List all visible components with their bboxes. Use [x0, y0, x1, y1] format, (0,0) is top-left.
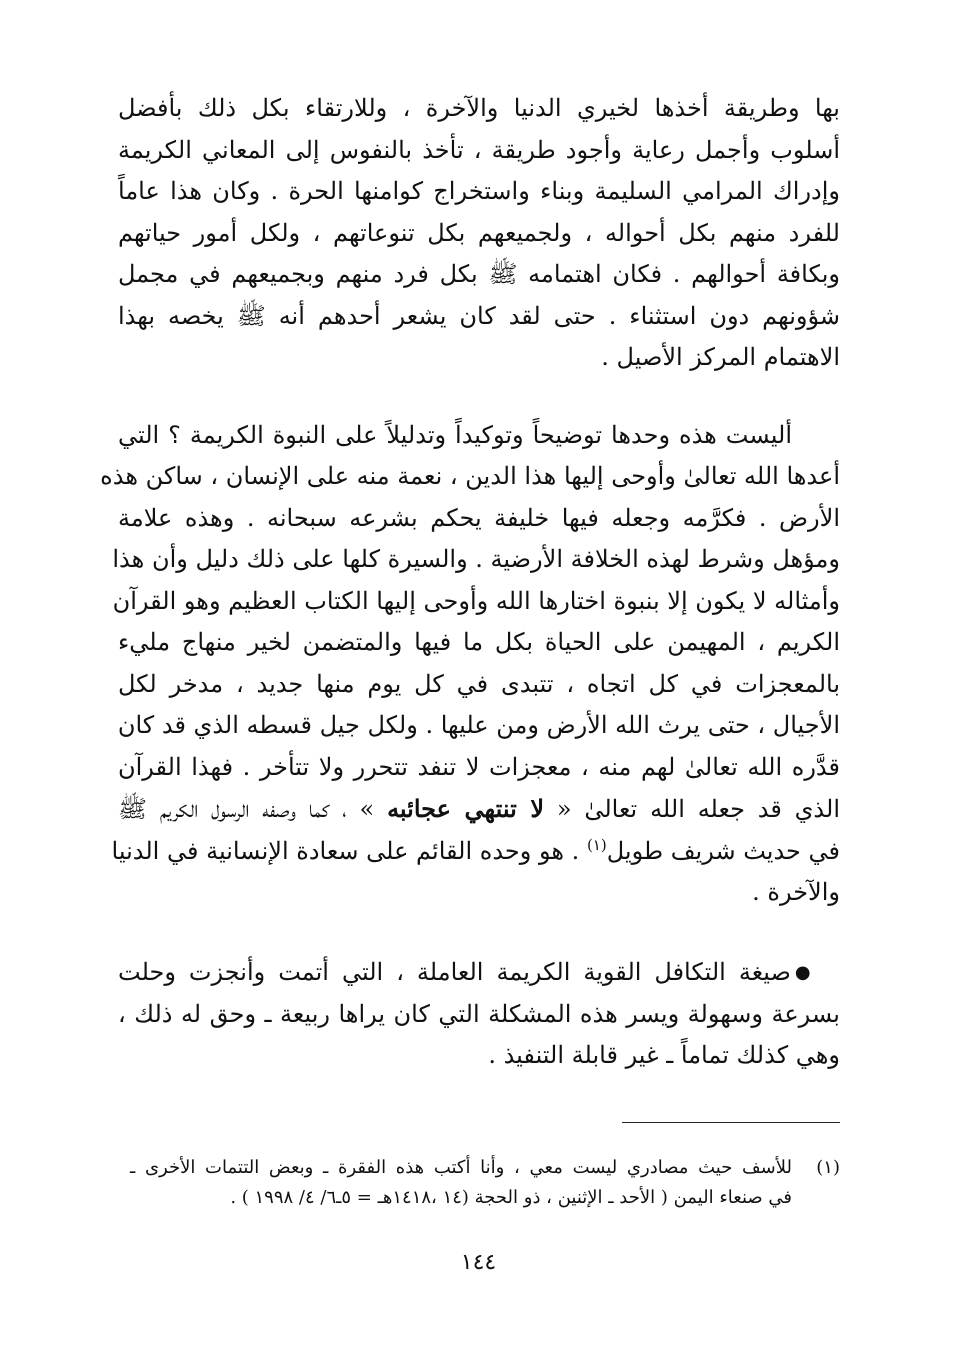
footnote-line: للأسف حيث مصادري ليست معي ، وأنا أكتب هذه الفقرة ـ وبعض التتمات الأخرى ـ: [130, 1157, 792, 1178]
text-line: [118, 952, 840, 994]
text-segment: في حديث شريف طويل: [606, 836, 840, 865]
text-line: ومؤهل وشرط لهذه الخلافة الأرضية . والسيرة كلها على ذلك دليل وأن هذا: [112, 545, 840, 573]
text-line: وبكافة أحوالهم . فكان اهتمامه ﷺ بكل فرد منهم وبجميعهم في مجمل: [118, 260, 840, 288]
text-line: وأمثاله لا يكون إلا بنبوة اختارها الله وأوحى إليها الكتاب العظيم وهو القرآن: [112, 586, 840, 615]
footnote-number: (١): [816, 1157, 840, 1178]
text-line: وهي كذلك تماماً ـ غير قابلة التنفيذ .: [488, 1041, 840, 1070]
text-line: للفرد منهم بكل أحواله ، ولجميعهم بكل تنوعاتهم ، ولكل أمور حياتهم: [118, 218, 840, 247]
page-number: ١٤٤: [460, 1250, 497, 1275]
text-line: قدَّره الله تعالىٰ لهم منه ، معجزات لا تنفد تتحرر ولا تتأخر . فهذا القرآن: [118, 752, 840, 781]
footnote-divider: [622, 1122, 840, 1123]
text-segment: . هو وحده القائم على سعادة الإنسانية في الدنيا: [111, 836, 587, 865]
footnote-line: في صنعاء اليمن ( الأحد ـ الإثنين ، ذو الحجة (١٤ ،١٤١٨هـ = ٥ـ٦/ ٤/ ١٩٩٨ ) .: [230, 1187, 792, 1208]
page-body: [100, 88, 841, 1077]
text-line: أسلوب وأجمل رعاية وأجود طريقة ، تأخذ بالنفوس إلى المعاني الكريمة: [118, 135, 840, 164]
footnote-item: [130, 1153, 840, 1213]
text-line: بسرعة وسهولة ويسر هذه المشكلة التي كان يراها ربيعة ـ وحق له ذلك ،: [118, 999, 840, 1028]
paragraph-2: [100, 415, 841, 914]
text-segment: صيغة التكافل القوية الكريمة العاملة ، التي أتمت وأنجزت وحلت: [118, 957, 791, 986]
paragraph-3: [118, 952, 840, 1077]
text-line: الأرض . فكرَّمه وجعله فيها خليفة يحكم بشرعه سبحانه . وهذه علامة: [118, 503, 840, 532]
text-line: [111, 831, 840, 873]
text-line: أليست هذه وحدها توضيحاً وتوكيداً وتدليلاً على النبوة الكريمة ؟ التي: [118, 420, 792, 449]
text-line: بالمعجزات في كل اتجاه ، تتبدى في كل يوم منها جديد ، مدخر لكل: [118, 669, 840, 698]
text-line: شؤونهم دون استثناء . حتى لقد كان يشعر أحدهم أنه ﷺ يخصه بهذا: [118, 301, 840, 330]
text-line: وإدراك المرامي السليمة وبناء واستخراج كوامنها الحرة . وكان هذا عاماً: [118, 177, 841, 205]
paragraph-spacer: [118, 914, 840, 952]
footnote-text: [130, 1153, 792, 1213]
text-line: أعدها الله تعالىٰ وأوحى إليها هذا الدين ، نعمة منه على الإنسان ، ساكن هذه: [100, 462, 840, 490]
text-line: والآخرة .: [752, 878, 840, 906]
text-line: الاهتمام المركز الأصيل .: [601, 343, 840, 371]
text-line: الأجيال ، حتى يرث الله الأرض ومن عليها . ولكل جيل قسطه الذي قد كان: [117, 711, 840, 739]
text-segment: » ، كما وصفه الرسول الكريم ﷺ: [118, 795, 388, 823]
paragraph-spacer: [118, 379, 840, 415]
text-segment: الذي قد جعله الله تعالىٰ «: [544, 795, 841, 823]
footnotes: [130, 1153, 840, 1213]
paragraph-1: [118, 88, 840, 379]
text-line: بها وطريقة أخذها لخيري الدنيا والآخرة ، وللارتقاء بكل ذلك بأفضل: [118, 94, 840, 122]
text-line: الكريم ، المهيمن على الحياة بكل ما فيها والمتضمن لخير منهاج مليء: [118, 628, 840, 656]
footnote-reference[interactable]: (١): [586, 835, 607, 854]
text-line: [118, 788, 840, 831]
hadith-quote: لا تنتهي عجائبه: [387, 794, 545, 823]
bullet-icon: ●: [794, 962, 816, 984]
